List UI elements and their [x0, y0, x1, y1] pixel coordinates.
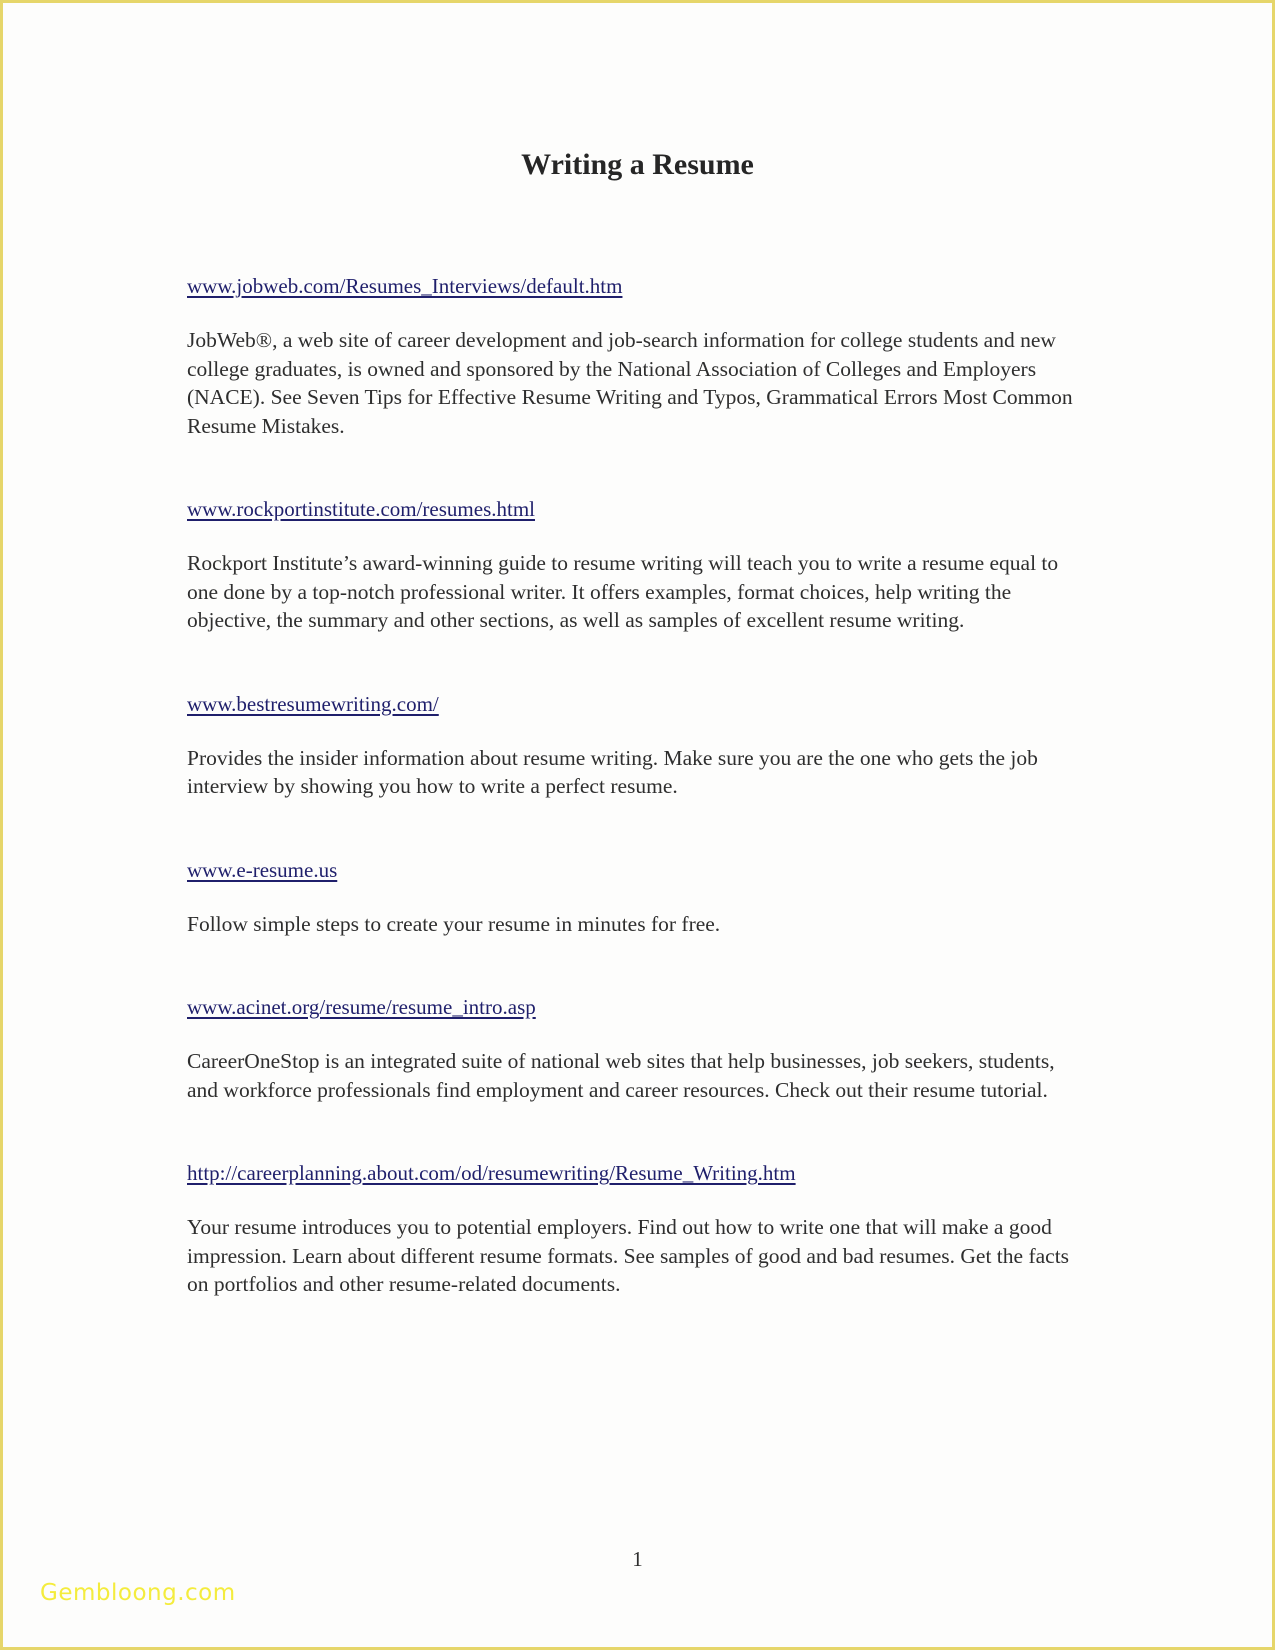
watermark: Gembloong.com — [40, 1580, 236, 1606]
resource-link-jobweb[interactable]: www.jobweb.com/Resumes_Interviews/default.htm — [187, 274, 623, 298]
resource-description: Follow simple steps to create your resume in minutes for free. — [187, 911, 721, 936]
resource-link-careerplanning[interactable]: http://careerplanning.about.com/od/resumewriting/Resume_Writing.htm — [187, 1161, 796, 1185]
resource-item — [187, 495, 1087, 635]
resource-description: CareerOneStop is an integrated suite of national web sites that help businesses, job seekers, students, and workforce professionals find employment and career resources. Check out their resume tutorial. — [187, 1049, 1055, 1102]
resource-description: Your resume introduces you to potential employers. Find out how to write one that will make a good impression. Learn about different resume formats. See samples of good and bad resumes. Get the facts on portfolios and other resume-related documents. — [187, 1215, 1070, 1296]
document-title: Writing a Resume — [521, 148, 754, 181]
resource-item — [187, 272, 1087, 440]
resource-item — [187, 1159, 1087, 1299]
resource-description: Provides the insider information about resume writing. Make sure you are the one who gets the job interview by showing you how to write a perfect resume. — [187, 745, 1038, 798]
resource-link-rockport[interactable]: www.rockportinstitute.com/resumes.html — [187, 497, 535, 521]
resource-item — [187, 856, 1087, 939]
page-number: 1 — [632, 1547, 643, 1571]
resource-item — [187, 690, 1087, 801]
resource-description: JobWeb®, a web site of career development and job-search information for college students and new college graduates, is owned and sponsored by the National Association of Colleges and Employers (NACE). See Seven Tips for Effective Resume Writing and Typos, Grammatical Errors Most Common Resume Mistakes. — [187, 328, 1073, 438]
resource-description: Rockport Institute’s award-winning guide to resume writing will teach you to write a resume equal to one done by a top-notch professional writer. It offers examples, format choices, help writing the objective, the summary and other sections, as well as samples of excellent resume writing. — [187, 551, 1059, 632]
resource-link-acinet[interactable]: www.acinet.org/resume/resume_intro.asp — [187, 995, 536, 1019]
resource-list — [187, 272, 1087, 1341]
resource-item — [187, 993, 1087, 1104]
resource-link-e-resume[interactable]: www.e-resume.us — [187, 857, 338, 882]
resource-link-bestresumewriting[interactable]: www.bestresumewriting.com/ — [187, 691, 439, 716]
